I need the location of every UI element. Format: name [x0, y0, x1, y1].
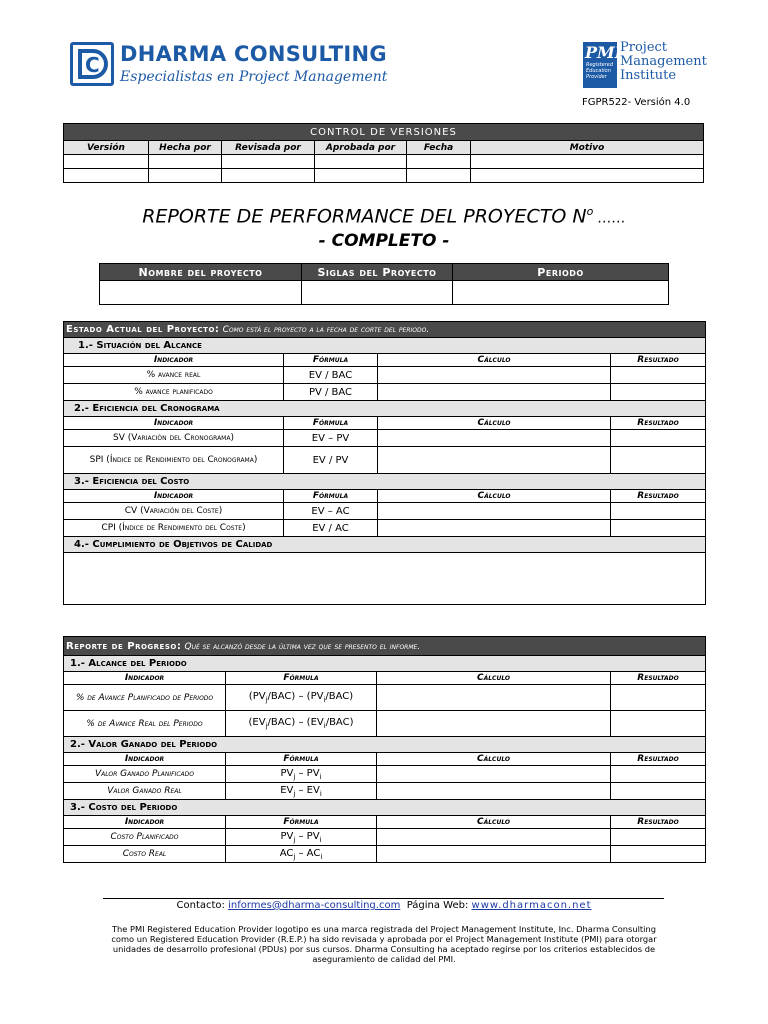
- project-name-field[interactable]: [100, 281, 302, 305]
- calculation-cell[interactable]: [377, 829, 611, 846]
- result-cell[interactable]: [611, 447, 706, 474]
- indicator-cell: Costo Real: [64, 846, 226, 863]
- table-row: [64, 447, 706, 474]
- legal-notice: The PMI Registered Education Provider logotipo es una marca registrada del Project Management Institute, Inc. Dharma Consulting como un Registered Education Provider (R.E.P.) ha sido revisada y aprobada por el Project Management Institute (PMI) para otorgar unidades de desarrollo profesional (PDUs) por sus cursos. Dharma Consulting ha aceptado regirse por los criterios establecidos de aseguramiento de calidad del PMI.: [111, 924, 657, 964]
- calculation-cell[interactable]: [378, 367, 611, 384]
- pmi-badge: [583, 42, 623, 88]
- formula-cell: EV / PV: [284, 447, 378, 474]
- project-table: [99, 263, 669, 305]
- formula-cell: $(EV_j/BAC) - (EV_i/BAC)$: [226, 711, 377, 737]
- group-title: 2.- Eficiencia del Cronograma: [64, 401, 706, 417]
- indicator-cell: SV (Variación del Cronograma): [64, 430, 284, 447]
- column-header: Siglas del Proyecto: [302, 264, 453, 281]
- column-header: Indicador: [64, 490, 284, 503]
- column-header: Cálculo: [378, 354, 611, 367]
- current-status-table: [63, 321, 706, 605]
- indicator-cell: Valor Ganado Real: [64, 783, 226, 800]
- calculation-cell[interactable]: [377, 846, 611, 863]
- logo-letter: C: [85, 53, 100, 77]
- company-tagline: Especialistas en Project Management: [120, 69, 388, 85]
- table-cell[interactable]: [149, 155, 222, 169]
- calculation-cell[interactable]: [378, 503, 611, 520]
- column-header: Resultado: [611, 816, 706, 829]
- column-header: Aprobada por: [315, 141, 407, 155]
- section-heading: [64, 637, 706, 656]
- result-cell[interactable]: [611, 829, 706, 846]
- formula-cell: EV / AC: [284, 520, 378, 537]
- footer-divider: [103, 898, 664, 899]
- indicator-cell: SPI (Índice de Rendimiento del Cronograma): [64, 447, 284, 474]
- column-header: Nombre del proyecto: [100, 264, 302, 281]
- indicator-cell: % de Avance Planificado de Periodo: [64, 685, 226, 711]
- table-row: [64, 846, 706, 863]
- report-title-sup: o: [586, 205, 594, 218]
- pmi-badge-subtext: Registered Education Provider: [586, 62, 614, 80]
- column-header: Periodo: [453, 264, 669, 281]
- footer-contact: [0, 900, 768, 911]
- indicator-cell: Costo Planificado: [64, 829, 226, 846]
- report-title-text: REPORTE DE PERFORMANCE DEL PROYECTO N: [142, 205, 587, 228]
- formula-cell: EV / BAC: [284, 367, 378, 384]
- form-code: FGPR522- Versión 4.0: [582, 97, 691, 108]
- company-name: DHARMA CONSULTING: [120, 42, 387, 66]
- result-cell[interactable]: [611, 367, 706, 384]
- result-cell[interactable]: [611, 766, 706, 783]
- table-row: [64, 367, 706, 384]
- indicator-cell: % de Avance Real del Periodo: [64, 711, 226, 737]
- table-cell[interactable]: [315, 155, 407, 169]
- column-header: Fórmula: [226, 672, 377, 685]
- version-control-title: CONTROL DE VERSIONES: [64, 124, 704, 141]
- table-row: [64, 783, 706, 800]
- indicator-cell: CPI (Índice de Rendimiento del Coste): [64, 520, 284, 537]
- pmi-name-line: Institute: [620, 68, 677, 83]
- column-header: Resultado: [611, 417, 706, 430]
- table-row: [64, 155, 704, 169]
- column-header: Fecha: [407, 141, 471, 155]
- table-cell[interactable]: [407, 155, 471, 169]
- pmi-name-line: Management: [620, 54, 707, 69]
- email-link[interactable]: informes@dharma-consulting.com: [228, 900, 401, 911]
- column-header: Fórmula: [284, 490, 378, 503]
- quality-objectives-field[interactable]: [64, 553, 706, 605]
- table-row: [64, 430, 706, 447]
- formula-cell: $PV_j - PV_i$: [226, 829, 377, 846]
- pmi-name-line: Project: [620, 40, 668, 55]
- table-row: [64, 711, 706, 737]
- column-header: Motivo: [471, 141, 704, 155]
- result-cell[interactable]: [611, 503, 706, 520]
- result-cell[interactable]: [611, 846, 706, 863]
- formula-cell: $(PV_j/BAC) - (PV_i/BAC)$: [226, 685, 377, 711]
- project-period-field[interactable]: [453, 281, 669, 305]
- table-row: [64, 520, 706, 537]
- column-header: Resultado: [611, 490, 706, 503]
- column-header: Revisada por: [222, 141, 315, 155]
- section-heading-note: Como está el proyecto a la fecha de corte del periodo.: [222, 325, 430, 335]
- web-label: Página Web:: [406, 900, 469, 911]
- pmi-name: [620, 41, 707, 83]
- group-title: 4.- Cumplimiento de Objetivos de Calidad: [64, 537, 706, 553]
- column-header: Cálculo: [377, 816, 611, 829]
- result-cell[interactable]: [611, 430, 706, 447]
- table-row: [64, 766, 706, 783]
- result-cell[interactable]: [611, 685, 706, 711]
- formula-cell: EV – AC: [284, 503, 378, 520]
- result-cell[interactable]: [611, 384, 706, 401]
- report-title-dots: ……: [593, 210, 626, 227]
- report-title: [0, 205, 768, 227]
- table-cell[interactable]: [64, 155, 149, 169]
- column-header: Cálculo: [378, 490, 611, 503]
- column-header: Resultado: [611, 672, 706, 685]
- dharma-logo-mark: [70, 42, 114, 86]
- section-heading: [64, 322, 706, 338]
- column-header: Indicador: [64, 354, 284, 367]
- column-header: Indicador: [64, 816, 226, 829]
- contact-label: Contacto:: [176, 900, 225, 911]
- website-link[interactable]: www.dharmacon.net: [471, 900, 592, 911]
- table-cell[interactable]: [149, 169, 222, 183]
- column-header: Cálculo: [378, 417, 611, 430]
- section-heading-title: Reporte de Progreso:: [66, 640, 182, 652]
- column-header: Indicador: [64, 753, 226, 766]
- formula-cell: $EV_j - EV_i$: [226, 783, 377, 800]
- table-row: [64, 169, 704, 183]
- calculation-cell[interactable]: [378, 430, 611, 447]
- indicator-cell: CV (Variación del Coste): [64, 503, 284, 520]
- indicator-cell: % avance real: [64, 367, 284, 384]
- calculation-cell[interactable]: [378, 447, 611, 474]
- pmi-badge-text: PMI: [585, 43, 623, 62]
- report-subtitle: - COMPLETO -: [318, 231, 450, 251]
- calculation-cell[interactable]: [377, 711, 611, 737]
- version-control-table: [63, 123, 704, 183]
- indicator-cell: Valor Ganado Planificado: [64, 766, 226, 783]
- calculation-cell[interactable]: [377, 783, 611, 800]
- calculation-cell[interactable]: [377, 766, 611, 783]
- calculation-cell[interactable]: [377, 685, 611, 711]
- table-row: [64, 503, 706, 520]
- indicator-cell: % avance planificado: [64, 384, 284, 401]
- result-cell[interactable]: [611, 783, 706, 800]
- group-title: 3.- Costo del Periodo: [64, 800, 706, 816]
- column-header: Indicador: [64, 417, 284, 430]
- table-cell[interactable]: [471, 155, 704, 169]
- formula-cell: PV / BAC: [284, 384, 378, 401]
- result-cell[interactable]: [611, 520, 706, 537]
- table-row: [64, 384, 706, 401]
- section-heading-note: Qué se alcanzó desde la última vez que se presento el informe.: [184, 641, 421, 652]
- formula-cell: EV – PV: [284, 430, 378, 447]
- formula-cell: $AC_j - AC_i$: [226, 846, 377, 863]
- column-header: Cálculo: [377, 672, 611, 685]
- column-header: Indicador: [64, 672, 226, 685]
- table-cell[interactable]: [407, 169, 471, 183]
- column-header: Resultado: [611, 354, 706, 367]
- formula-cell: $PV_j - PV_i$: [226, 766, 377, 783]
- group-title: 1.- Situación del Alcance: [64, 338, 706, 354]
- column-header: Fórmula: [226, 753, 377, 766]
- table-cell[interactable]: [222, 169, 315, 183]
- column-header: Fórmula: [226, 816, 377, 829]
- column-header: Fórmula: [284, 417, 378, 430]
- group-title: 2.- Valor Ganado del Periodo: [64, 737, 706, 753]
- column-header: Fórmula: [284, 354, 378, 367]
- table-cell[interactable]: [64, 169, 149, 183]
- group-title: 3.- Eficiencia del Costo: [64, 474, 706, 490]
- table-cell[interactable]: [315, 169, 407, 183]
- calculation-cell[interactable]: [378, 520, 611, 537]
- table-cell[interactable]: [222, 155, 315, 169]
- calculation-cell[interactable]: [378, 384, 611, 401]
- column-header: Hecha por: [149, 141, 222, 155]
- progress-report-table: [63, 636, 706, 863]
- result-cell[interactable]: [611, 711, 706, 737]
- table-row: [64, 685, 706, 711]
- section-heading-title: Estado Actual del Proyecto:: [66, 324, 220, 335]
- column-header: Cálculo: [377, 753, 611, 766]
- column-header: Versión: [64, 141, 149, 155]
- table-row: [64, 829, 706, 846]
- table-cell[interactable]: [471, 169, 704, 183]
- project-acronym-field[interactable]: [302, 281, 453, 305]
- group-title: 1.- Alcance del Periodo: [64, 656, 706, 672]
- column-header: Resultado: [611, 753, 706, 766]
